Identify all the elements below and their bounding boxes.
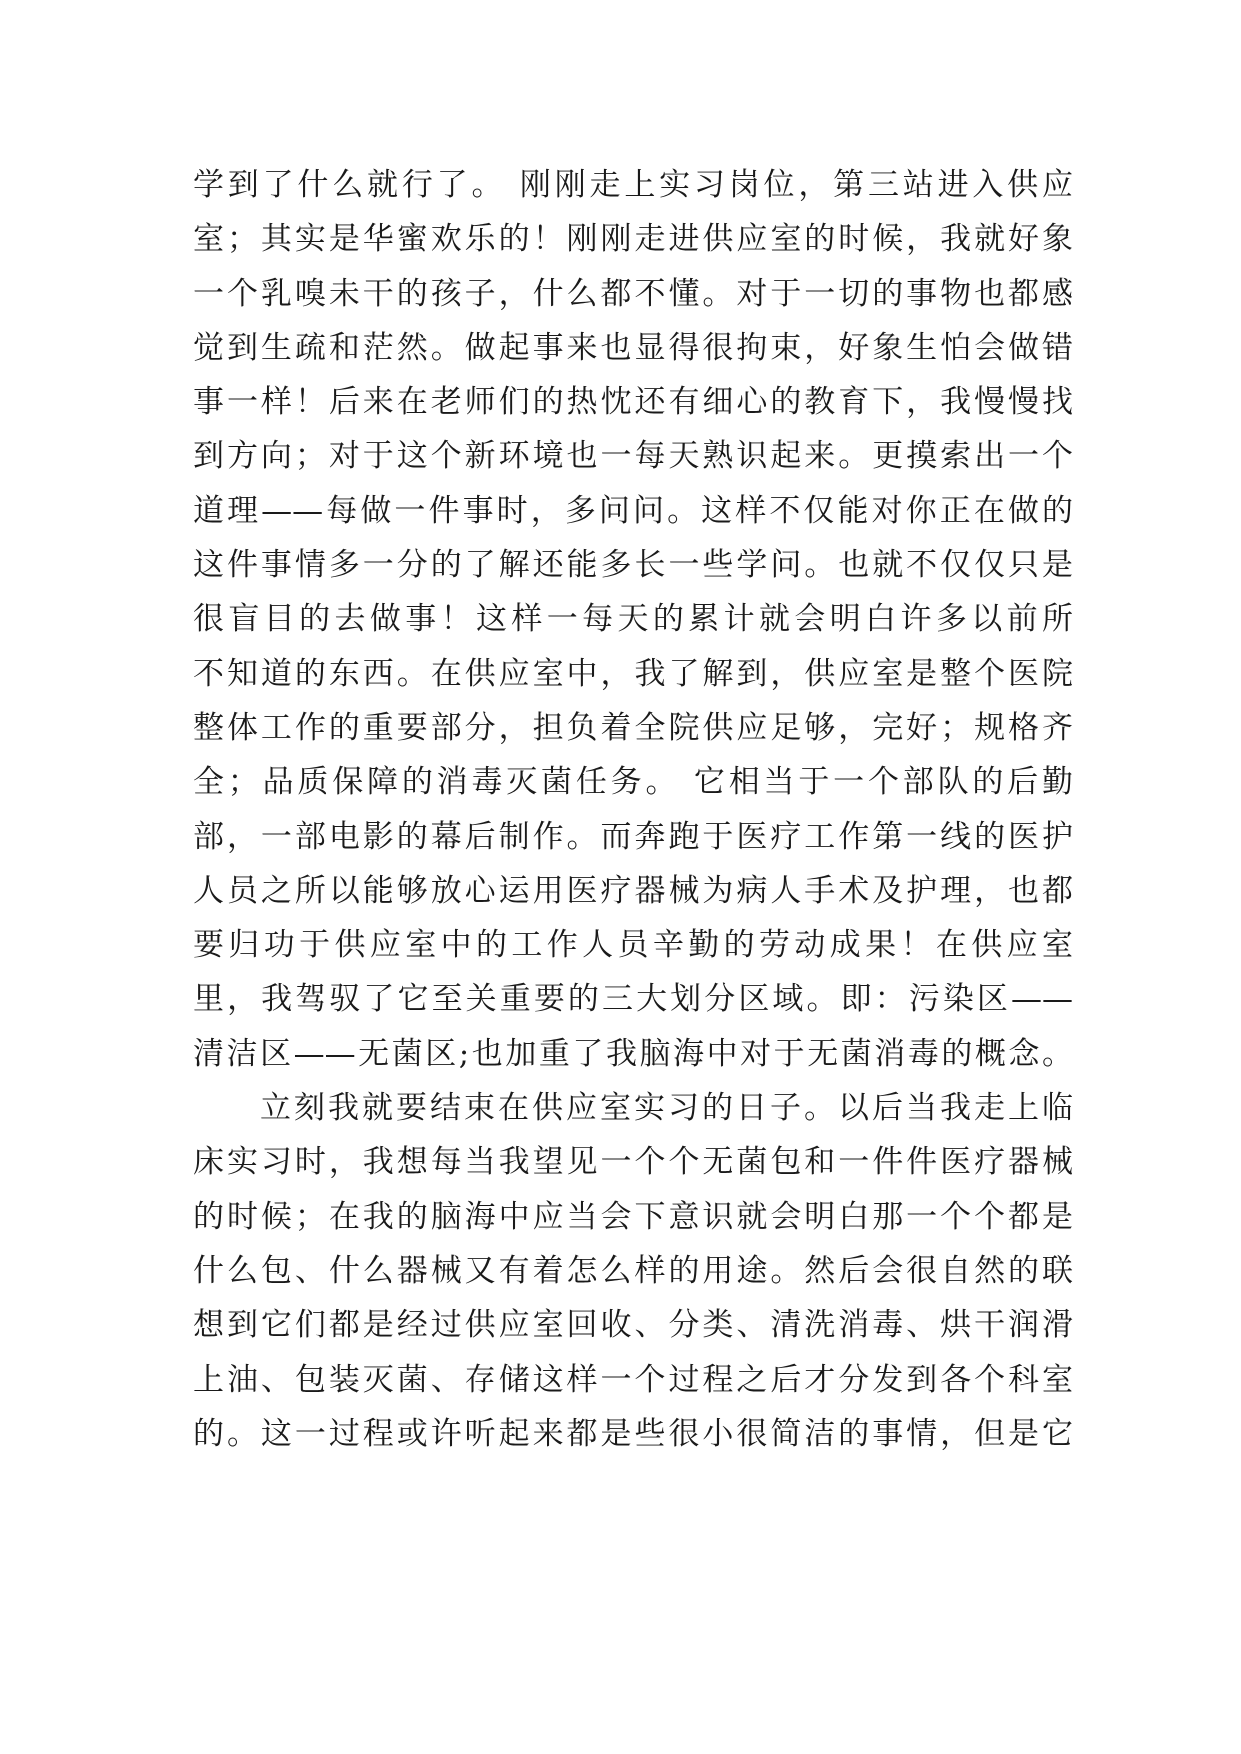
text-line: 的。这一过程或许听起来都是些很小很简洁的事情，但是它	[193, 1415, 1073, 1452]
text-line: 上油、包装灭菌、存储这样一个过程之后才分发到各个科室	[193, 1361, 1073, 1398]
text-line: 室；其实是华蜜欢乐的！刚刚走进供应室的时候，我就好象	[193, 221, 1073, 258]
paragraph-start-line: 立刻我就要结束在供应室实习的日子。以后当我走上临	[260, 1090, 1073, 1127]
text-line: 学到了什么就行了。 刚刚走上实习岗位，第三站进入供应	[193, 167, 1073, 203]
text-line: 的时候；在我的脑海中应当会下意识就会明白那一个个都是	[193, 1198, 1073, 1235]
text-line: 里，我驾驭了它至关重要的三大划分区域。即：污染区——	[193, 981, 1073, 1018]
text-line: 一个乳嗅未干的孩子，什么都不懂。对于一切的事物也都感	[193, 275, 1073, 312]
body-text	[193, 158, 1073, 1461]
text-line: 什么包、什么器械又有着怎么样的用途。然后会很自然的联	[193, 1252, 1073, 1289]
text-line: 这件事情多一分的了解还能多长一些学问。也就不仅仅只是	[193, 547, 1073, 584]
text-line: 要归功于供应室中的工作人员辛勤的劳动成果！在供应室	[193, 927, 1073, 964]
text-line: 事一样！后来在老师们的热忱还有细心的教育下，我慢慢找	[193, 384, 1073, 421]
text-line: 想到它们都是经过供应室回收、分类、清洗消毒、烘干润滑	[193, 1307, 1073, 1344]
text-line: 不知道的东西。在供应室中，我了解到，供应室是整个医院	[193, 655, 1073, 692]
text-line: 到方向；对于这个新环境也一每天熟识起来。更摸索出一个	[193, 438, 1073, 475]
text-line: 部，一部电影的幕后制作。而奔跑于医疗工作第一线的医护	[193, 818, 1073, 855]
text-line: 清洁区——无菌区;也加重了我脑海中对于无菌消毒的概念。	[193, 1035, 1073, 1072]
text-line: 整体工作的重要部分，担负着全院供应足够，完好；规格齐	[193, 709, 1073, 746]
text-line: 人员之所以能够放心运用医疗器械为病人手术及护理，也都	[193, 872, 1073, 909]
text-line: 觉到生疏和茫然。做起事来也显得很拘束，好象生怕会做错	[193, 329, 1073, 366]
text-line: 道理——每做一件事时，多问问。这样不仅能对你正在做的	[193, 492, 1073, 529]
text-line: 全；品质保障的消毒灭菌任务。 它相当于一个部队的后勤	[193, 764, 1073, 801]
text-line: 床实习时，我想每当我望见一个个无菌包和一件件医疗器械	[193, 1144, 1073, 1181]
text-line: 很盲目的去做事！这样一每天的累计就会明白许多以前所	[193, 601, 1073, 638]
